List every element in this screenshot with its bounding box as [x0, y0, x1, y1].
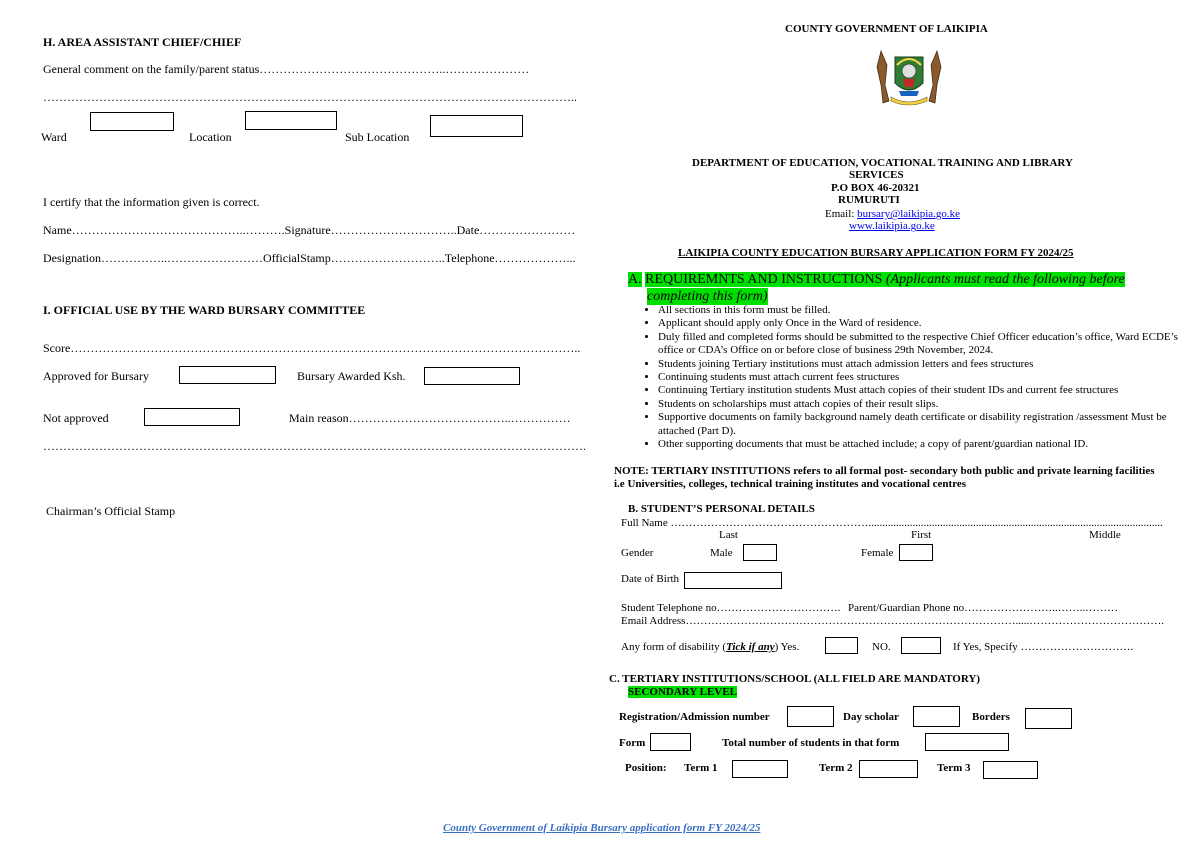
student-telephone-field[interactable]: Student Telephone no……………………………. — [621, 602, 841, 614]
middle-name-label: Middle — [1089, 529, 1121, 541]
certify-statement: I certify that the information given is correct. — [43, 195, 260, 209]
awarded-amount-input-box[interactable] — [424, 367, 520, 385]
day-scholar-checkbox[interactable] — [913, 706, 960, 727]
requirement-item: • Students joining Tertiary institutions must attach admission letters and fees structures — [658, 358, 1178, 371]
name-signature-date-line[interactable]: Name……………………………………..……….Signature…………………………..Date…………………… — [43, 223, 576, 237]
male-label: Male — [710, 547, 733, 559]
requirement-item: • Applicant should apply only Once in the Ward of residence. — [658, 317, 1178, 330]
page-footer: County Government of Laikipia Bursary application form FY 2024/25 — [443, 822, 761, 834]
borders-checkbox[interactable] — [1025, 708, 1072, 729]
position-label: Position: — [625, 762, 667, 774]
female-checkbox[interactable] — [899, 544, 933, 561]
town-name: RUMURUTI — [838, 194, 900, 206]
not-approved-input-box[interactable] — [144, 408, 240, 426]
requirement-item: • Students on scholarships must attach copies of their result slips. — [658, 398, 1178, 411]
term-2-label: Term 2 — [819, 762, 853, 774]
department-line-1: DEPARTMENT OF EDUCATION, VOCATIONAL TRAINING AND LIBRARY — [692, 157, 1073, 169]
total-students-label: Total number of students in that form — [722, 737, 900, 749]
website-link[interactable]: www.laikipia.go.ke — [849, 220, 935, 232]
form-input[interactable] — [650, 733, 691, 751]
disability-specify-field[interactable]: If Yes, Specify …………………………. — [953, 641, 1134, 653]
disability-label: Any form of disability ( — [621, 641, 727, 653]
section-a-letter: A. — [628, 272, 642, 287]
department-line-2: SERVICES — [849, 169, 904, 181]
term-2-input[interactable] — [859, 760, 918, 778]
disability-no-checkbox[interactable] — [901, 637, 941, 654]
dob-input-box[interactable] — [684, 572, 782, 589]
section-a-title: REQUIREMNTS AND INSTRUCTIONS — [645, 272, 883, 287]
sub-location-label: Sub Location — [345, 130, 410, 144]
email-line — [825, 208, 960, 220]
section-a-heading-line-1 — [628, 271, 1125, 288]
not-approved-label: Not approved — [43, 411, 109, 425]
female-label: Female — [861, 547, 894, 559]
county-name: COUNTY GOVERNMENT OF LAIKIPIA — [785, 23, 988, 35]
score-field[interactable]: Score……………………………………………………………………………………………………………….. — [43, 341, 581, 355]
main-reason-field[interactable]: Main reason…………………………………..…………… — [289, 411, 571, 425]
gender-label: Gender — [621, 547, 654, 559]
po-box: P.O BOX 46-20321 — [831, 182, 920, 194]
tick-if-any: Tick if any — [726, 641, 775, 653]
general-comment-field[interactable]: General comment on the family/parent status………………………………………..………………… — [43, 62, 530, 76]
secondary-level-label: SECONDARY LEVEL — [628, 686, 737, 698]
male-checkbox[interactable] — [743, 544, 777, 561]
disability-no-label: NO. — [872, 641, 891, 653]
disability-yes-checkbox[interactable] — [825, 637, 858, 654]
requirement-item: • All sections in this form must be filled. — [658, 304, 1178, 317]
approved-label: Approved for Bursary — [43, 369, 149, 383]
section-b-title: B. STUDENT’S PERSONAL DETAILS — [628, 503, 815, 515]
dob-label: Date of Birth — [621, 573, 680, 585]
reason-dotted-line[interactable]: ………………………………………………………………………………………………………………………. — [43, 439, 586, 453]
first-name-label: First — [911, 529, 932, 541]
borders-label: Borders — [972, 711, 1010, 723]
requirements-list — [640, 304, 1178, 451]
designation-stamp-telephone-line[interactable]: Designation……………..……………………OfficialStamp………………………..Telephone………………... — [43, 251, 576, 265]
ward-label: Ward — [41, 130, 67, 144]
term-1-label: Term 1 — [684, 762, 718, 774]
note-line-1: NOTE: TERTIARY INSTITUTIONS refers to all formal post- secondary both public and private learning facilities — [614, 465, 1155, 477]
location-input-box[interactable] — [245, 111, 337, 130]
requirement-item: • Other supporting documents that must be attached include; a copy of parent/guardian national ID. — [658, 438, 1178, 451]
bursary-awarded-label: Bursary Awarded Ksh. — [297, 369, 406, 383]
term-3-input[interactable] — [983, 761, 1038, 779]
approved-input-box[interactable] — [179, 366, 276, 384]
section-a-subtitle-1: (Applicants must read the following before — [885, 272, 1125, 287]
note-line-2: i.e Universities, colleges, technical training institutes and vocational centres — [614, 478, 967, 490]
form-label: Form — [619, 737, 646, 749]
comment-dotted-line[interactable]: …………………………………………………………………………………………………………………….. — [43, 90, 577, 104]
requirement-item: • Duly filled and completed forms should be submitted to the respective Chief Officer education’s office, Ward ECDE’s office or CDA’s Office on or before close of business 29th November, 2024. — [658, 331, 1178, 358]
registration-number-input[interactable] — [787, 706, 834, 727]
section-i-title: I. OFFICIAL USE BY THE WARD BURSARY COMMITTEE — [43, 303, 366, 317]
parent-phone-field[interactable]: Parent/Guardian Phone no……………………..……..……… — [848, 602, 1119, 614]
disability-question — [621, 641, 799, 653]
sub-location-input-box[interactable] — [430, 115, 523, 137]
registration-number-label: Registration/Admission number — [619, 711, 770, 723]
county-coat-of-arms-emblem — [873, 45, 945, 109]
total-students-input[interactable] — [925, 733, 1009, 751]
email-address-field[interactable]: Email Address……………………………………………………………………………….....………………………………. — [621, 615, 1164, 627]
term-1-input[interactable] — [732, 760, 788, 778]
last-name-label: Last — [719, 529, 738, 541]
email-label: Email: — [825, 208, 858, 220]
section-a-subtitle-2: completing this form) — [647, 289, 768, 304]
requirement-item: • Continuing Tertiary institution students Must attach copies of their student IDs and current fee structures — [658, 384, 1178, 397]
section-h-title: H. AREA ASSISTANT CHIEF/CHIEF — [43, 35, 242, 49]
section-c-title: C. TERTIARY INSTITUTIONS/SCHOOL (ALL FIELD ARE MANDATORY) — [609, 673, 980, 685]
disability-yes-label: ) Yes. — [774, 641, 800, 653]
requirement-item: • Continuing students must attach current fees structures — [658, 371, 1178, 384]
requirement-item: • Supportive documents on family background namely death certificate or disability registration /assessment Must be attached (Part D). — [658, 411, 1178, 438]
form-title: LAIKIPIA COUNTY EDUCATION BURSARY APPLICATION FORM FY 2024/25 — [678, 247, 1074, 259]
email-link[interactable]: bursary@laikipia.go.ke — [857, 208, 961, 220]
term-3-label: Term 3 — [937, 762, 971, 774]
ward-input-box[interactable] — [90, 112, 174, 131]
day-scholar-label: Day scholar — [843, 711, 899, 723]
full-name-field[interactable]: Full Name ………………………………………………........................................................................................................... — [621, 517, 1163, 529]
chairman-stamp-label: Chairman’s Official Stamp — [46, 504, 176, 518]
location-label: Location — [189, 130, 232, 144]
